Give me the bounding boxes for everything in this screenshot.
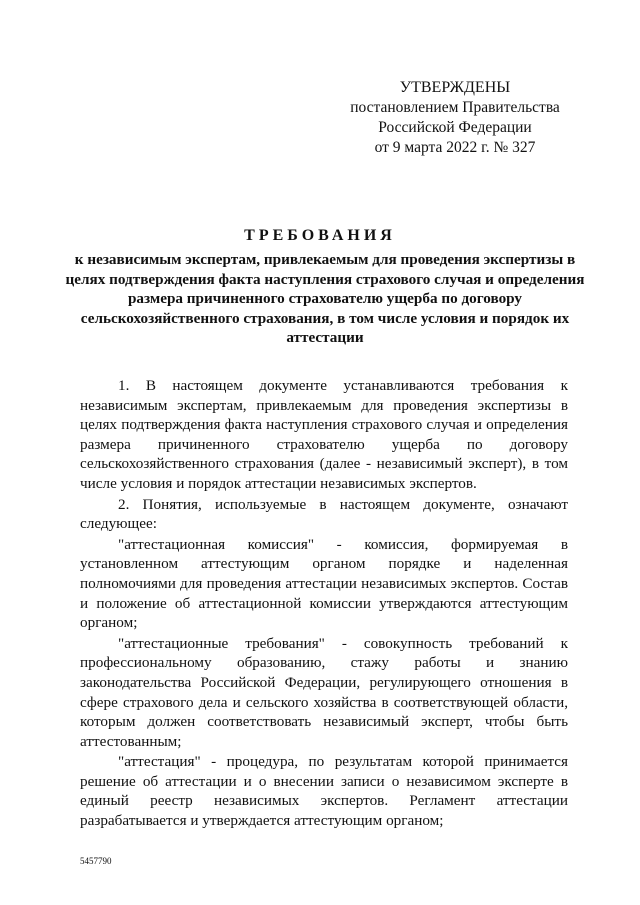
document-body <box>80 376 568 831</box>
document-id: 5457790 <box>80 856 112 866</box>
paragraph-definition-commission: "аттестационная комиссия" - комиссия, формируемая в установленном аттестующим органом порядке и наделенная полномочиями для проведения аттестации независимых экспертов. Состав и положение об аттестационной комиссии утверждаются аттестующим органом; <box>80 535 568 632</box>
approval-heading: УТВЕРЖДЕНЫ <box>399 79 511 96</box>
approval-line-2: Российской Федерации <box>378 119 532 136</box>
approval-line-1: постановлением Правительства <box>350 99 560 116</box>
paragraph-definition-attestation: "аттестация" - процедура, по результатам которой принимается решение об аттестации и о внесении записи о независимом эксперте в единый реестр независимых экспертов. Регламент аттестации разрабатывается и утверждается аттестующим органом; <box>80 753 568 830</box>
document-subtitle: к независимым экспертам, привлекаемым для проведения экспертизы в целях подтверждения факта наступления страхового случая и определения размера причиненного страхователю ущерба по договору сельскохозяйственного страхования, в том числе условия и порядок их аттестации <box>65 251 585 346</box>
approval-line-3: от 9 марта 2022 г. № 327 <box>374 139 536 156</box>
document-title: ТРЕБОВАНИЯ <box>244 227 396 244</box>
paragraph-definition-requirements: "аттестационные требования" - совокупность требований к профессиональному образованию, стажу работы и знанию законодательства Российской Федерации, регулирующего отношения в сфере страхового дела и сельского хозяйства в соответствующей области, которым должен соответствовать независимый эксперт, чтобы быть аттестованным; <box>80 634 568 750</box>
paragraph-1: 1. В настоящем документе устанавливаются требования к независимым экспертам, привлекаемым для проведения экспертизы в целях подтверждения факта наступления страхового случая и определения размера причиненного страхователю ущерба по договору сельскохозяйственного страхования (далее - независимый эксперт), в том числе условия и порядок аттестации независимых экспертов. <box>80 377 568 492</box>
paragraph-2: 2. Понятия, используемые в настоящем документе, означают следующее: <box>80 495 568 533</box>
approval-block <box>330 78 580 158</box>
